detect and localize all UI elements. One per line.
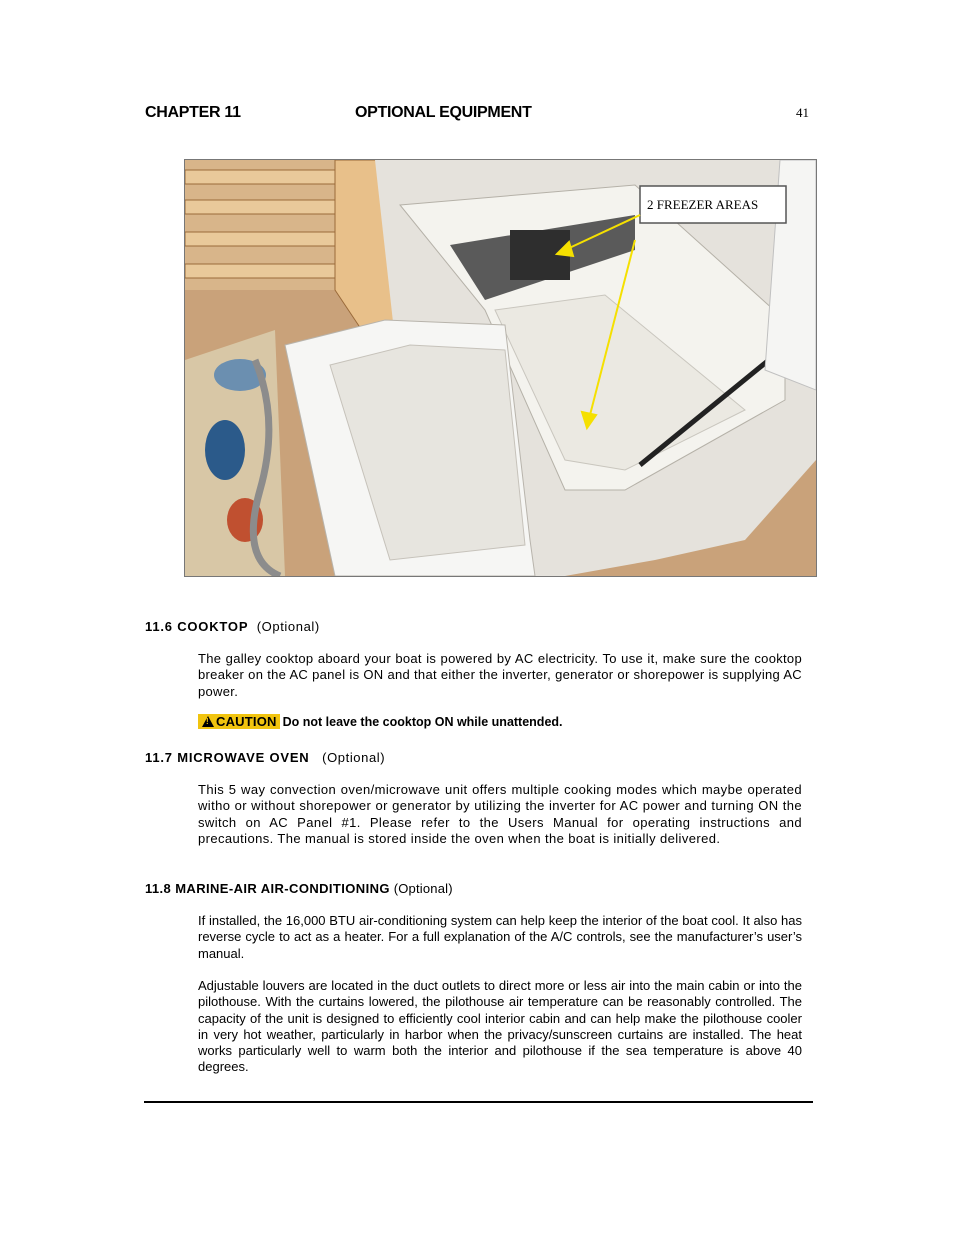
caution-badge — [198, 714, 280, 729]
optional-tag: (Optional) — [322, 750, 386, 765]
section-heading-cooktop — [145, 619, 320, 634]
callout-label: 2 FREEZER AREAS — [647, 197, 759, 212]
section-title: 11.8 MARINE-AIR AIR-CONDITIONING — [145, 881, 390, 896]
paragraph: This 5 way convection oven/microwave unit offers multiple cooking modes which maybe operated witho or without shorepower or generator by utilizing the inverter for AC power and turning ON the switch on AC Panel #1. Please refer to the Users Manual for operating instructions and precautions. The manual is stored inside the oven when the boat is initially delivered. — [198, 782, 802, 846]
photo-illustration — [185, 160, 816, 576]
chapter-title: OPTIONAL EQUIPMENT — [355, 104, 532, 121]
footer-rule — [144, 1101, 813, 1103]
section-heading-air-conditioning — [145, 881, 453, 896]
section-title: 11.7 MICROWAVE OVEN — [145, 750, 310, 765]
paragraph: The galley cooktop aboard your boat is powered by AC electricity. To use it, make sure the cooktop breaker on the AC panel is ON and that either the inverter, generator or shorepower is supplying AC power. — [198, 651, 802, 699]
section-title: 11.6 COOKTOP — [145, 619, 249, 634]
caution-notice — [198, 714, 563, 729]
chapter-label: CHAPTER 11 — [145, 104, 241, 121]
optional-tag: (Optional) — [256, 619, 320, 634]
paragraph: If installed, the 16,000 BTU air-conditioning system can help keep the interior of the boat cool. It also has reverse cycle to act as a heater. For a full explanation of the A/C controls, see the manufacturer’s user’s manual. — [198, 913, 802, 961]
caution-text: Do not leave the cooktop ON while unattended. — [282, 714, 563, 729]
warning-icon — [202, 716, 214, 727]
paragraph: Adjustable louvers are located in the duct outlets to direct more or less air into the main cabin or into the pilothouse. With the curtains lowered, the pilothouse air temperature can be reasonably controlled. The capacity of the unit is designed to efficiently cool interior cabin and can help make the pilothouse cooler in very hot weather, particularly in harbor when the privacy/sunscreen curtains are installed. The heat works particularly well to warm both the interior and pilothouse if the sea temperature is above 40 degrees. — [198, 978, 802, 1075]
caution-badge-label: CAUTION — [216, 714, 277, 729]
galley-freezer-photo — [184, 159, 817, 577]
page-number: 41 — [796, 105, 809, 120]
optional-tag: (Optional) — [393, 881, 453, 896]
section-heading-microwave — [145, 750, 385, 765]
